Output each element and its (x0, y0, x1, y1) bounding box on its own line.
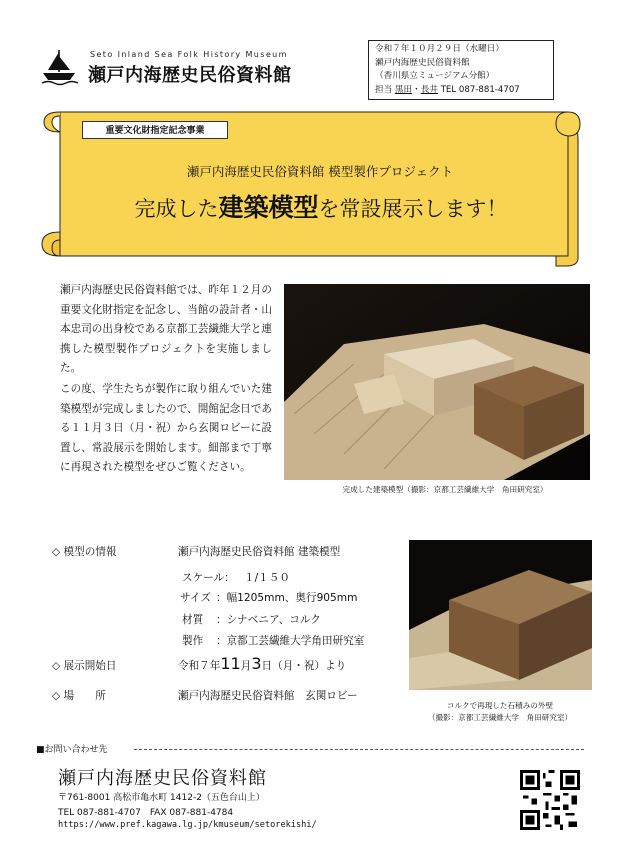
body-paragraph-1: 瀬戸内海歴史民俗資料館では、昨年１２月の重要文化財指定を記念し、当館の設計者・山本忠司の出身校である京都工芸繊維大学と連携した模型製作プロジェクトを実施しました。 (60, 284, 272, 375)
contact-person (375, 84, 547, 98)
contact-person-name-1: 黒田 (394, 84, 413, 95)
inquiry-heading: ■お問い合わせ先 (36, 745, 108, 755)
size-label: サイズ (180, 592, 211, 604)
press-contact-box (368, 40, 554, 100)
contact-person-name-2: 長井 (420, 84, 438, 95)
start-month-unit: 月 (240, 660, 252, 672)
museum-name-japanese: 瀬戸内海歴史民俗資料館 (88, 65, 292, 86)
model-info-name: 瀬戸内海歴史民俗資料館 建築模型 (178, 546, 341, 558)
photo-caption-2 (400, 700, 600, 724)
place-label: ◇ 場 所 (52, 690, 106, 702)
photo-caption-1: 完成した建築模型（撮影：京都工芸繊維大学 角田研究室） (342, 485, 548, 494)
photo-caption-2-line-2: （撮影：京都工芸繊維大学 角田研究室） (427, 713, 573, 722)
banner-subtitle: 瀬戸内海歴史民俗資料館 模型製作プロジェクト (186, 164, 454, 179)
banner-title-pre: 完成した (134, 197, 219, 221)
contact-tel: TEL 087-881-4707 (440, 84, 520, 95)
contact-person-sep: ・ (412, 84, 421, 95)
footer-telfax: TEL 087-881-4707 FAX 087-881-4784 (58, 808, 234, 818)
start-date-pre: 令和７年 (178, 660, 221, 672)
size-value: ：幅1205mm、奥行905mm (216, 592, 358, 604)
start-date-post: 日（月・祝）より (261, 660, 347, 672)
contact-org: 瀬戸内海歴史民俗資料館 (375, 57, 470, 68)
scale-label: スケール： (182, 572, 235, 584)
body-paragraph-2: この度、学生たちが製作に取り組んでいた建築模型が完成しましたので、開館記念日である１１月３日（月・祝）から玄関ロビーに設置し、常設展示を開始します。細部まで丁寧に再現された模型をぜひご覧ください。 (60, 383, 272, 474)
project-tag: 重要文化財指定記念事業 (82, 121, 228, 139)
banner-title (86, 188, 556, 224)
scale-value: １/１５０ (244, 572, 290, 584)
material-label: 材質 (182, 614, 204, 626)
start-date-label: ◇ 展示開始日 (52, 660, 117, 672)
cork-wall-photo (409, 540, 592, 690)
release-date: 令和７年１０月２９日（水曜日） (375, 44, 504, 54)
contact-person-prefix: 担当 (375, 84, 393, 95)
qr-code-icon[interactable] (520, 770, 580, 830)
footer-museum-name: 瀬戸内海歴史民俗資料館 (58, 768, 267, 789)
museum-logo-icon (40, 48, 78, 88)
place-value: 瀬戸内海歴史民俗資料館 玄関ロビー (178, 690, 358, 702)
architectural-model-photo (284, 284, 590, 480)
model-info-label: ◇ 模型の情報 (52, 546, 117, 558)
maker-value: ：京都工芸繊維大学角田研究室 (216, 635, 365, 647)
inquiry-divider (134, 749, 584, 750)
start-day: 3 (251, 654, 262, 673)
contact-org-note: （香川県立ミュージアム分館） (375, 71, 495, 81)
footer-address: 〒761-8001 高松市亀水町 1412-2（五色台山上） (58, 793, 265, 803)
start-date-value (178, 654, 346, 673)
banner-title-strong: 建築模型 (218, 193, 319, 222)
museum-name-english: Seto Inland Sea Folk History Museum (90, 50, 288, 59)
start-month: 11 (220, 654, 241, 673)
banner-title-post: を常設展示します！ (318, 197, 508, 221)
photo-caption-2-line-1: コルクで再現した石積みの外壁 (446, 701, 554, 710)
maker-label: 製作 (182, 635, 204, 647)
footer-url[interactable]: https://www.pref.kagawa.lg.jp/kmuseum/setorekishi/ (58, 820, 317, 830)
material-value: ：シナベニア、コルク (216, 614, 321, 626)
